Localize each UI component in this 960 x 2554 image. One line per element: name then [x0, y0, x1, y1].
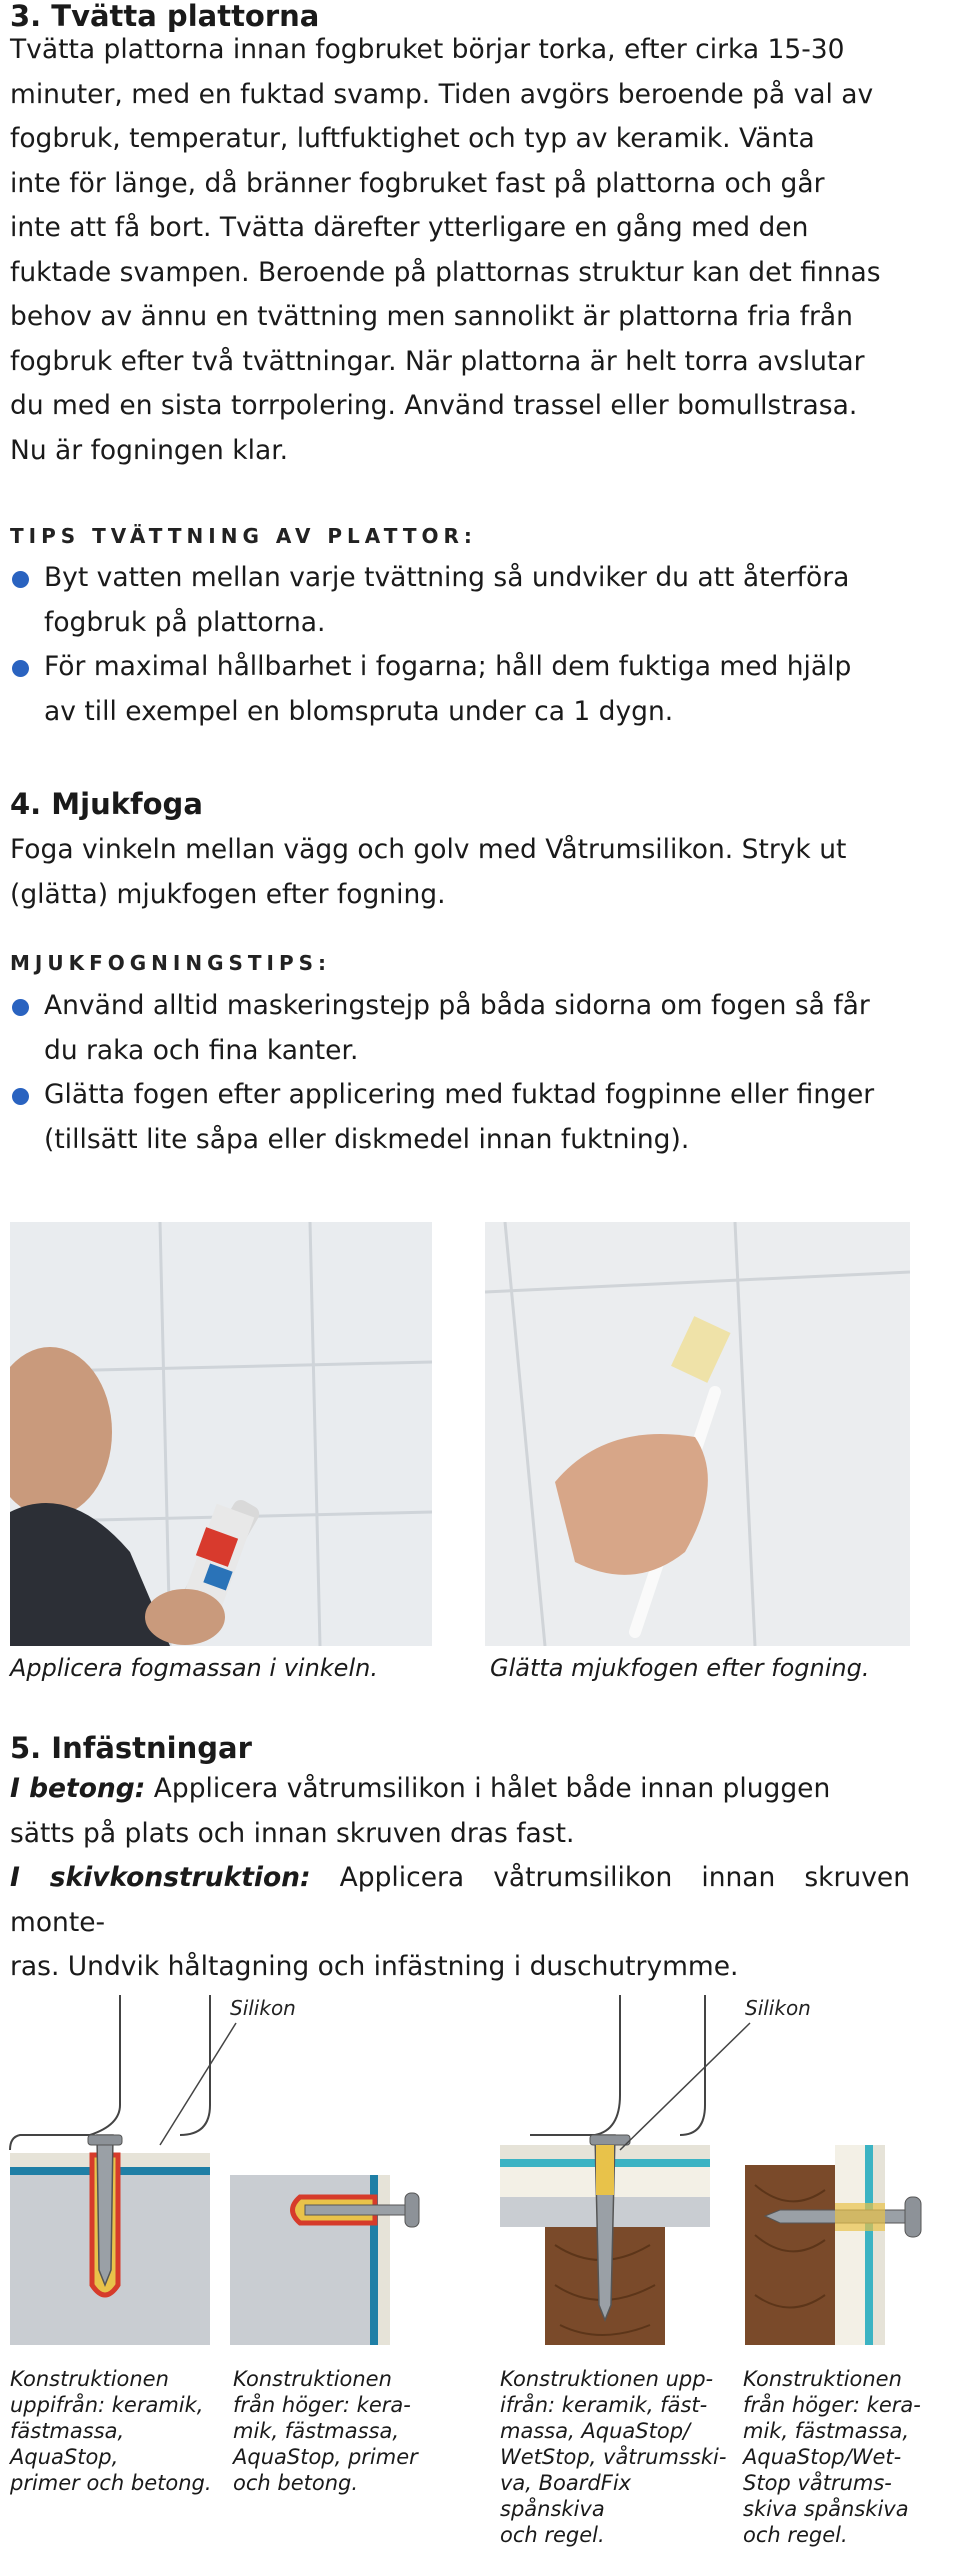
- section4-body: [10, 828, 920, 917]
- tip-item: Använd alltid maskeringstejp på båda sidorna om fogen så får du raka och fina kanter.: [10, 984, 920, 1073]
- diagram-board-vertical: [500, 1995, 710, 2345]
- photo-smooth-joint: [485, 1222, 910, 1646]
- body-line: I betong: Applicera våtrumsilikon i hålet både innan pluggen: [10, 1773, 831, 1804]
- tip-item: Glätta fogen efter applicering med fuktad fogpinne eller finger (tillsätt lite såpa eller diskmedel innan fuktning).: [10, 1073, 920, 1162]
- body-line: Foga vinkeln mellan vägg och golv med Våtrumsilikon. Stryk ut: [10, 834, 847, 865]
- silikon-label-right: Silikon: [745, 1996, 811, 2020]
- silikon-label-left: Silikon: [230, 1996, 296, 2020]
- diagram-caption-3: Konstruktionen upp- ifrån: keramik, fäst- massa, AquaStop/ WetStop, våtrumsski- va, BoardFix spånskiva och regel.: [500, 2367, 727, 2547]
- body-line: ras. Undvik håltagning och infästning i duschutrymme.: [10, 1951, 739, 1982]
- body-line: fuktade svampen. Beroende på plattornas struktur kan det finnas: [10, 256, 881, 288]
- photo-apply-sealant: [10, 1222, 432, 1646]
- body-line: inte för länge, då bränner fogbruket fast på plattorna och går: [10, 167, 825, 199]
- body-line: sätts på plats och innan skruven dras fast.: [10, 1817, 575, 1849]
- tip-item: Byt vatten mellan varje tvättning så undviker du att återföra fogbruk på plattorna.: [10, 556, 920, 645]
- body-line: Nu är fogningen klar.: [10, 434, 289, 466]
- body-line: fogbruk, temperatur, luftfuktighet och typ av keramik. Vänta: [10, 123, 815, 154]
- tips-list-washing: [10, 556, 920, 734]
- body-line: minuter, med en fuktad svamp. Tiden avgörs beroende på val av: [10, 78, 874, 110]
- body-line: behov av ännu en tvättning men sannolikt är plattorna fria från: [10, 301, 853, 332]
- body-line: Tvätta plattorna innan fogbruket börjar torka, efter cirka 15-30: [10, 34, 845, 65]
- section3-heading: 3. Tvätta plattorna: [10, 0, 320, 33]
- caption-smooth-joint: Glätta mjukfogen efter fogning.: [490, 1654, 870, 1682]
- tips-list-softjoint: [10, 984, 920, 1162]
- fastening-diagrams: [0, 1985, 960, 2355]
- section4-heading: 4. Mjukfoga: [10, 787, 203, 821]
- body-line: I skivkonstruktion: Applicera våtrumsilikon innan skruven monte-: [10, 1862, 910, 1938]
- diagram-caption-2: Konstruktionen från höger: kera- mik, fästmassa, AquaStop, primer och betong.: [233, 2367, 418, 2495]
- diagram-concrete-vertical: [10, 1995, 210, 2345]
- lead-concrete: I betong:: [10, 1773, 146, 1804]
- tip-item: För maximal hållbarhet i fogarna; håll dem fuktiga med hjälp av till exempel en blomspruta under ca 1 dygn.: [10, 645, 920, 734]
- tips-title-softjoint: MJUKFOGNINGSTIPS:: [10, 951, 332, 975]
- diagram-caption-4: Konstruktionen från höger: kera- mik, fästmassa, AquaStop/Wet- Stop våtrums- skiva spånskiva och regel.: [743, 2367, 921, 2547]
- section3-body: [10, 28, 920, 473]
- section5-heading: 5. Infästningar: [10, 1731, 252, 1765]
- tips-title-washing: TIPS TVÄTTNING AV PLATTOR:: [10, 524, 477, 548]
- lead-board: I skivkonstruktion:: [10, 1862, 311, 1893]
- body-line: (glätta) mjukfogen efter fogning.: [10, 878, 446, 910]
- body-line: fogbruk efter två tvättningar. När plattorna är helt torra avslutar: [10, 345, 865, 377]
- diagram-caption-1: Konstruktionen uppifrån: keramik, fästmassa, AquaStop, primer och betong.: [10, 2367, 212, 2495]
- diagram-board-horizontal: [745, 2145, 921, 2345]
- body-line: du med en sista torrpolering. Använd trassel eller bomullstrasa.: [10, 390, 858, 421]
- diagram-concrete-horizontal: [230, 2175, 419, 2345]
- caption-apply-sealant: Applicera fogmassan i vinkeln.: [10, 1654, 378, 1682]
- body-line: inte att få bort. Tvätta därefter ytterligare en gång med den: [10, 212, 809, 243]
